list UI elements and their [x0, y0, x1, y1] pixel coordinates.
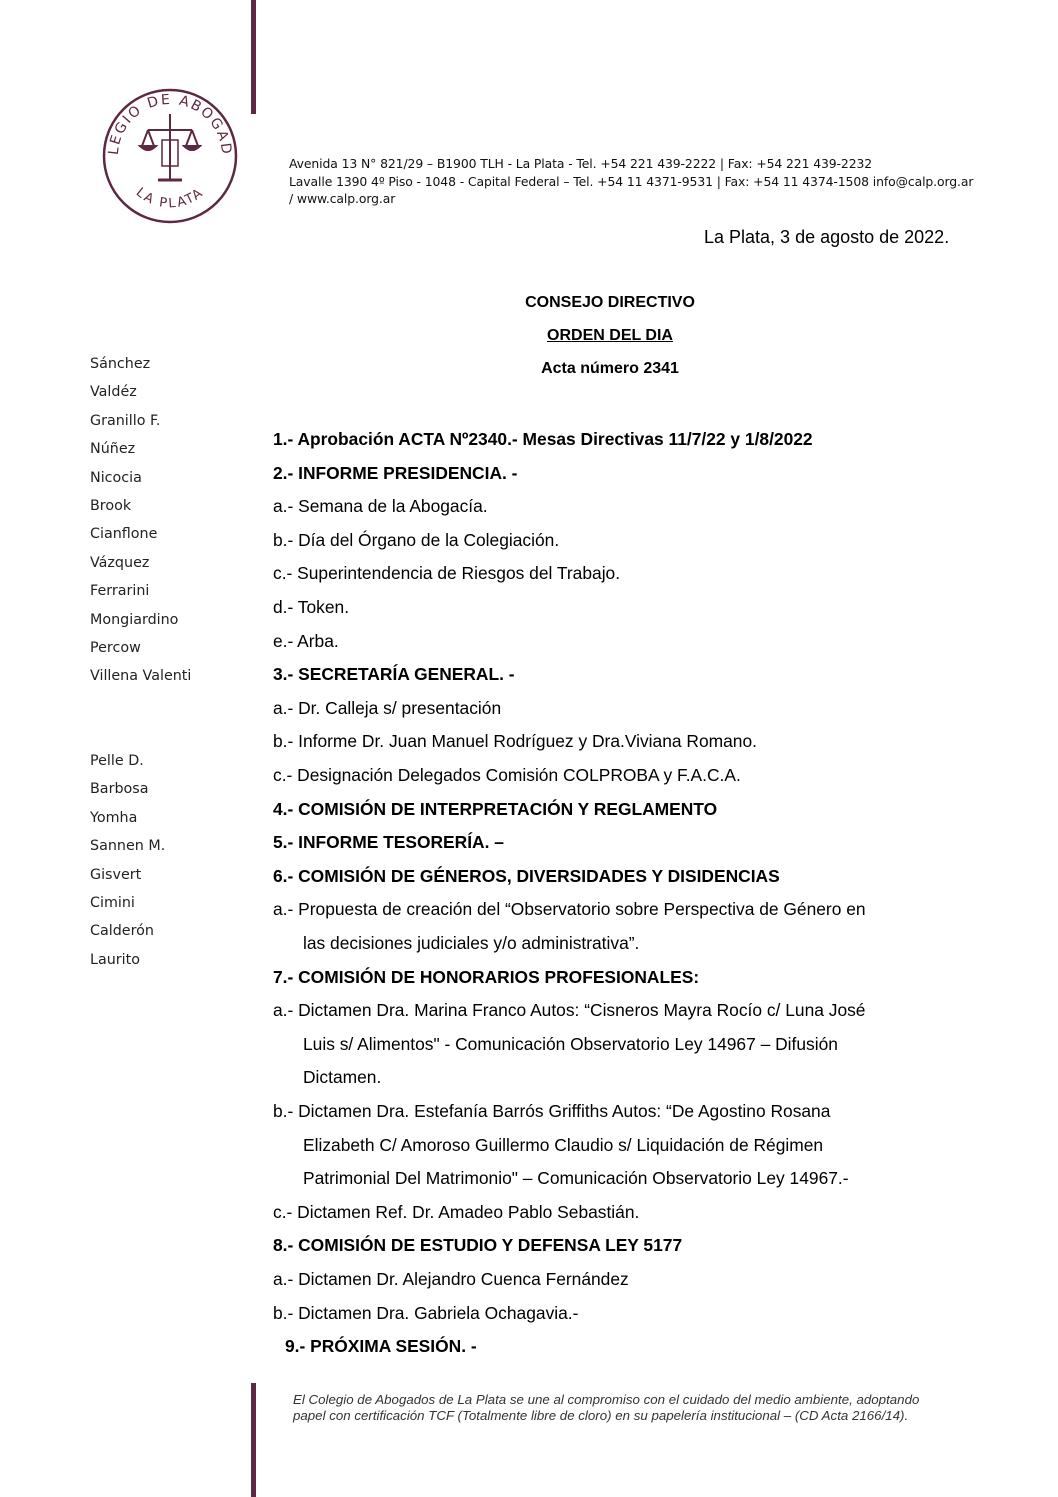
address-line-capital: Lavalle 1390 4º Piso - 1048 - Capital Federal – Tel. +54 11 4371-9531 | Fax: +54 11 4374-1508 info@calp.org.ar [289, 173, 974, 189]
agenda-subitem: b.- Dictamen Dra. Gabriela Ochagavia.- [273, 1302, 579, 1323]
title-acta-numero: Acta número 2341 [541, 360, 679, 377]
agenda-subitem: c.- Designación Delegados Comisión COLPROBA y F.A.C.A. [273, 765, 741, 785]
logo-text-bottom: LA PLATA [132, 185, 208, 212]
logo-text-top: LEGIO DE ABOGAD [105, 91, 235, 157]
member-name: Percow [90, 639, 141, 656]
agenda-subitem: b.- Informe Dr. Juan Manuel Rodríguez y Dra.Viviana Romano. [273, 731, 757, 752]
member-name: Yomha [90, 809, 138, 826]
member-name: Sánchez [90, 356, 151, 372]
agenda-subitem-continued: Elizabeth C/ Amoroso Guillermo Claudio s/ Liquidación de Régimen [303, 1134, 824, 1155]
header-accent-bar [251, 0, 256, 114]
svg-text:LA PLATA [133, 185, 207, 211]
agenda-subitem: a.- Semana de la Abogacía. [273, 496, 488, 517]
agenda-subitem-continued: Luis s/ Alimentos" - Comunicación Observatorio Ley 14967 – Difusión [303, 1033, 838, 1054]
title-orden-del-dia: ORDEN DEL DIA [547, 327, 673, 344]
agenda-item-9: 9.- PRÓXIMA SESIÓN. - [285, 1336, 477, 1357]
agenda-subitem: c.- Superintendencia de Riesgos del Trabajo. [273, 563, 621, 584]
agenda-subitem-continued: Dictamen. [303, 1067, 382, 1088]
footer-environment-note [293, 1392, 993, 1424]
document-date: La Plata, 3 de agosto de 2022. [704, 227, 950, 247]
address-line-web: / www.calp.org.ar [289, 191, 396, 206]
members-list-second [90, 750, 165, 977]
member-name: Nicocia [90, 469, 142, 486]
agenda-subitem: a.- Dr. Calleja s/ presentación [273, 697, 502, 718]
agenda-item-2: 2.- INFORME PRESIDENCIA. - [273, 462, 518, 483]
member-name: Núñez [90, 441, 136, 458]
title-consejo: CONSEJO DIRECTIVO [525, 294, 695, 311]
agenda-item-3: 3.- SECRETARÍA GENERAL. - [273, 664, 515, 685]
agenda-item-8: 8.- COMISIÓN DE ESTUDIO Y DEFENSA LEY 5177 [273, 1235, 683, 1256]
member-name: Barbosa [90, 781, 149, 798]
member-name: Vázquez [90, 554, 150, 571]
member-name: Ferrarini [90, 583, 150, 600]
agenda-item-5: 5.- INFORME TESORERÍA. – [273, 832, 504, 853]
agenda-subitem: b.- Día del Órgano de la Colegiación. [273, 529, 560, 550]
agenda-item-7: 7.- COMISIÓN DE HONORARIOS PROFESIONALES: [273, 966, 700, 987]
member-name: Villena Valenti [90, 668, 192, 685]
scales-of-justice-icon [140, 114, 200, 180]
agenda-subitem: a.- Propuesta de creación del “Observatorio sobre Perspectiva de Género en [273, 899, 866, 920]
agenda-subitem-continued: las decisiones judiciales y/o administrativa”. [303, 933, 640, 953]
member-name: Gisvert [90, 866, 142, 883]
agenda-subitem-continued: Patrimonial Del Matrimonio" – Comunicación Observatorio Ley 14967.- [303, 1168, 849, 1189]
agenda-subitem: a.- Dictamen Dra. Marina Franco Autos: “Cisneros Mayra Rocío c/ Luna José [273, 1000, 866, 1021]
member-name: Sannen M. [90, 838, 166, 855]
footer-line: El Colegio de Abogados de La Plata se une al compromiso con el cuidado del medio ambiente, adoptando [293, 1392, 920, 1407]
agenda-item-6: 6.- COMISIÓN DE GÉNEROS, DIVERSIDADES Y DISIDENCIAS [273, 865, 780, 886]
agenda-subitem: e.- Arba. [273, 630, 339, 651]
member-name: Mongiardino [90, 611, 179, 628]
member-name: Granillo F. [90, 412, 161, 429]
agenda-subitem: b.- Dictamen Dra. Estefanía Barrós Griffiths Autos: “De Agostino Rosana [273, 1101, 831, 1121]
member-name: Pelle D. [90, 753, 144, 769]
footer-line: papel con certificación TCF (Totalmente libre de cloro) en su papelería institucional – (CD Acta 2166/14). [293, 1408, 909, 1423]
members-list-present [90, 353, 191, 694]
agenda-item-4: 4.- COMISIÓN DE INTERPRETACIÓN Y REGLAMENTO [273, 798, 718, 819]
agenda-item-1: 1.- Aprobación ACTA Nº2340.- Mesas Directivas 11/7/22 y 1/8/2022 [273, 429, 813, 449]
member-name: Cimini [90, 894, 135, 911]
member-name: Brook [90, 497, 132, 514]
agenda-subitem: a.- Dictamen Dr. Alejandro Cuenca Fernández [273, 1269, 629, 1289]
footer-accent-bar [251, 1383, 256, 1497]
header-contact-info [289, 155, 973, 208]
colegio-logo [98, 84, 242, 228]
member-name: Calderón [90, 923, 154, 940]
member-name: Valdéz [90, 384, 137, 401]
title-block [500, 290, 720, 389]
svg-text:COLEGIO DE ABOGADOS [98, 84, 234, 157]
member-name: Laurito [90, 951, 140, 968]
member-name: Cianflone [90, 526, 158, 543]
agenda-subitem: c.- Dictamen Ref. Dr. Amadeo Pablo Sebastián. [273, 1201, 640, 1222]
address-line-la-plata: Avenida 13 N° 821/29 – B1900 TLH - La Plata - Tel. +54 221 439-2222 | Fax: +54 221 439-2232 [289, 156, 873, 171]
agenda-subitem: d.- Token. [273, 597, 350, 617]
